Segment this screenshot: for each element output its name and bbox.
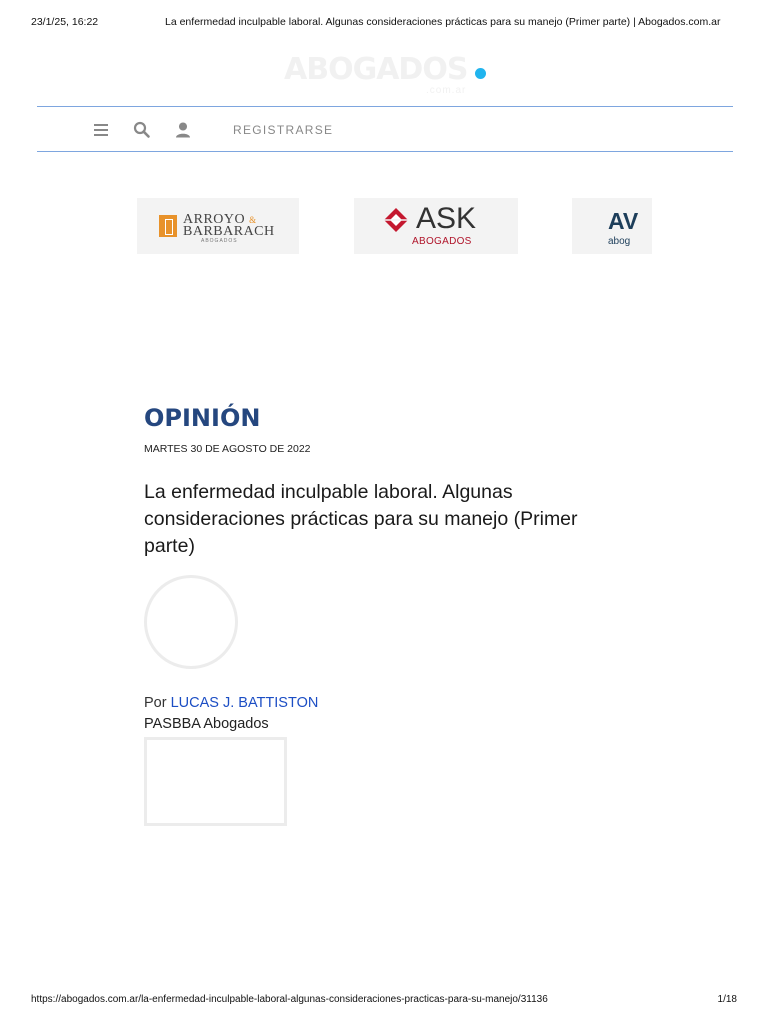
page-number: 1/18 (717, 994, 737, 1005)
author-link[interactable]: LUCAS J. BATTISTON (170, 695, 319, 711)
logo-suffix: .com.ar (426, 85, 467, 96)
user-icon[interactable] (174, 121, 192, 139)
sponsor-av[interactable] (572, 198, 652, 254)
author-firm: PASBBA Abogados (144, 716, 269, 732)
sponsor-subtitle: abog (608, 236, 631, 247)
sponsor-name: ARROYO & BARBARACH (183, 212, 275, 239)
search-icon[interactable] (133, 121, 151, 139)
main-navbar (37, 106, 733, 152)
menu-icon[interactable] (93, 121, 111, 139)
publication-date: MARTES 30 DE AGOSTO DE 2022 (144, 443, 311, 455)
ask-diamond-icon (386, 210, 406, 230)
sponsor-name: ASK (416, 202, 477, 235)
print-page-title: La enfermedad inculpable laboral. Algunas consideraciones prácticas para su manejo (Primer parte) | Abogados.com.ar (165, 16, 721, 28)
logo-text: ABOGADOS (284, 52, 468, 87)
sponsor-ask[interactable] (354, 198, 518, 254)
print-datetime: 23/1/25, 16:22 (31, 16, 99, 28)
site-logo[interactable] (284, 52, 494, 96)
sponsor-carousel (137, 198, 639, 254)
author-avatar (144, 575, 238, 669)
sponsor-arroyo-barbarach[interactable] (137, 198, 299, 254)
register-link[interactable]: REGISTRARSE (233, 123, 334, 137)
sponsor-name: AV (608, 208, 639, 234)
sponsor-subtitle: ABOGADOS (412, 236, 472, 247)
sponsor-subtitle: ABOGADOS (201, 238, 238, 244)
logo-dot (475, 68, 486, 79)
print-footer (31, 994, 737, 1008)
firm-logo (144, 737, 287, 826)
byline (144, 695, 318, 711)
byline-prefix: Por (144, 695, 167, 711)
arroyo-barbarach-logo-icon (159, 215, 177, 237)
print-url: https://abogados.com.ar/la-enfermedad-inculpable-laboral-algunas-consideraciones-practicas-para-su-manejo/31136 (31, 994, 548, 1005)
print-header (31, 16, 737, 30)
article-title: La enfermedad inculpable laboral. Algunas consideraciones prácticas para su manejo (Primer parte) (144, 481, 578, 557)
section-label[interactable]: OPINIÓN (144, 404, 261, 432)
